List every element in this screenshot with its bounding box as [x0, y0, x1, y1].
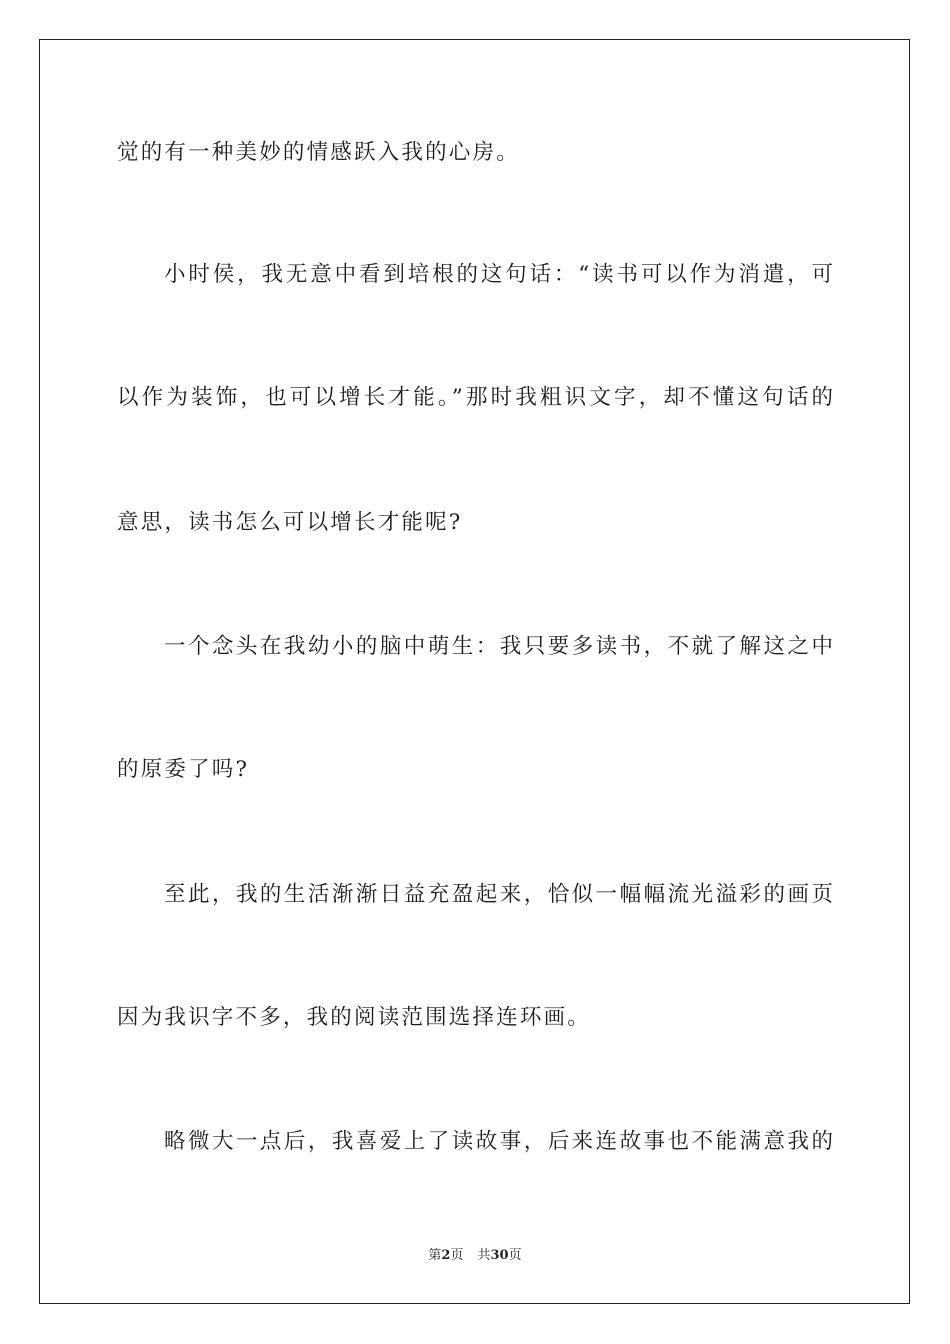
- text-line: 意思，读书怎么可以增长才能呢?: [117, 510, 463, 535]
- total-prefix: 共: [477, 1248, 491, 1263]
- page-frame: [39, 39, 910, 1304]
- page-footer: [0, 1248, 950, 1264]
- text-line: 因为我识字不多，我的阅读范围选择连环画。: [117, 1005, 592, 1030]
- page-prefix: 第: [428, 1248, 442, 1263]
- current-page-number: 2: [441, 1248, 451, 1263]
- text-line: 以作为装饰，也可以增长才能。”那时我粗识文字，却不懂这句话的: [117, 385, 833, 410]
- text-line: 觉的有一种美妙的情感跃入我的心房。: [117, 140, 520, 165]
- text-line: 小时侯，我无意中看到培根的这句话：“读书可以作为消遣，可: [164, 262, 833, 287]
- total-page-count: 30: [490, 1248, 509, 1263]
- page-suffix: 页: [450, 1248, 464, 1263]
- text-line: 略微大一点后，我喜爱上了读故事，后来连故事也不能满意我的: [164, 1129, 833, 1154]
- text-line: 至此，我的生活渐渐日益充盈起来，恰似一幅幅流光溢彩的画页: [164, 882, 833, 907]
- text-line: 一个念头在我幼小的脑中萌生：我只要多读书，不就了解这之中: [164, 634, 833, 659]
- total-suffix: 页: [508, 1248, 522, 1263]
- text-line: 的原委了吗?: [117, 757, 250, 782]
